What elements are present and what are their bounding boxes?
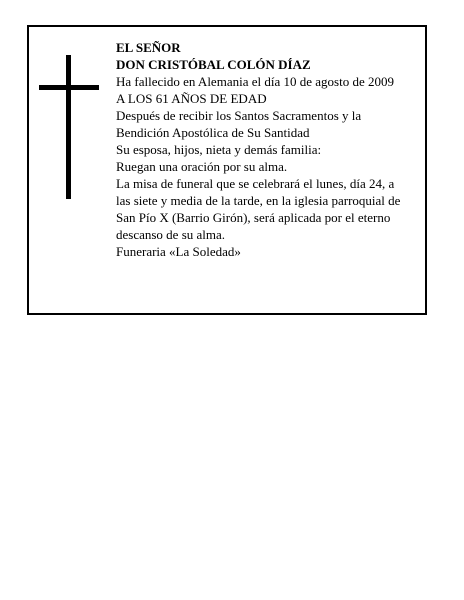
deceased-name: DON CRISTÓBAL COLÓN DÍAZ xyxy=(116,57,311,72)
cross-icon xyxy=(39,55,99,199)
cross-horizontal-bar xyxy=(39,85,99,90)
death-announcement: Ha fallecido en Alemania el día 10 de agosto de 2009 xyxy=(116,74,394,89)
notice-title: EL SEÑOR xyxy=(116,40,181,55)
sacraments-text-line-1: Después de recibir los Santos Sacramentos y la xyxy=(116,108,362,123)
family-statement: Su esposa, hijos, nieta y demás familia: xyxy=(116,142,322,157)
prayer-request: Ruegan una oración por su alma. xyxy=(116,159,288,174)
funeral-home: Funeraria «La Soledad» xyxy=(116,244,241,259)
mass-text-line-3: San Pío X (Barrio Girón), será aplicada por el eterno xyxy=(116,210,391,225)
obituary-text xyxy=(116,39,421,260)
obituary-notice xyxy=(27,25,427,315)
sacraments-text-line-2: Bendición Apostólica de Su Santidad xyxy=(116,125,310,140)
cross-vertical-bar xyxy=(66,55,71,199)
mass-text-line-2: las siete y media de la tarde, en la iglesia parroquial de xyxy=(116,193,401,208)
mass-text-line-1: La misa de funeral que se celebrará el lunes, día 24, a xyxy=(116,176,395,191)
age-statement: A LOS 61 AÑOS DE EDAD xyxy=(116,91,267,106)
mass-text-line-4: descanso de su alma. xyxy=(116,227,226,242)
